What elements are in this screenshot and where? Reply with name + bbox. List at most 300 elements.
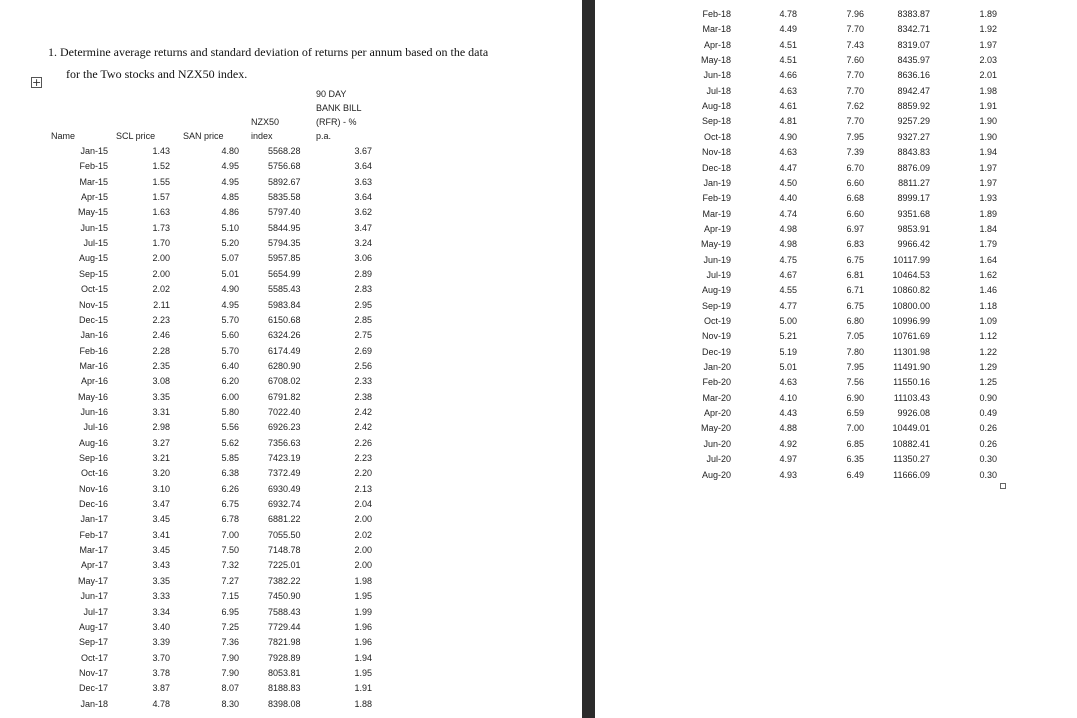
cell-rfr: 1.29 (979, 362, 997, 373)
cell-rfr: 1.99 (354, 606, 372, 617)
cell-rfr: 1.62 (979, 269, 997, 280)
cell-nzx: 5835.58 (268, 192, 301, 203)
cell-scl: 2.46 (152, 330, 170, 341)
cell-nzx: 7928.89 (268, 652, 301, 663)
cell-nzx: 7588.43 (268, 606, 301, 617)
cell-scl: 4.51 (779, 39, 797, 50)
cell-name: Aug-18 (701, 101, 731, 112)
cell-name: Nov-15 (78, 299, 108, 310)
cell-san: 5.60 (221, 330, 239, 341)
cell-nzx: 10464.53 (892, 269, 930, 280)
cell-rfr: 2.20 (354, 468, 372, 479)
cell-nzx: 6791.82 (268, 391, 301, 402)
cell-san: 8.07 (221, 683, 239, 694)
page-divider (582, 0, 595, 718)
cell-san: 7.32 (221, 560, 239, 571)
cell-rfr: 1.64 (979, 254, 997, 265)
cell-rfr: 0.90 (979, 392, 997, 403)
cell-scl: 1.52 (152, 161, 170, 172)
cell-name: Dec-19 (701, 346, 731, 357)
cell-name: Jul-18 (706, 85, 731, 96)
cell-nzx: 6174.49 (268, 345, 301, 356)
cell-scl: 4.88 (779, 423, 797, 434)
cell-rfr: 2.69 (354, 345, 372, 356)
cell-name: Sep-19 (701, 300, 731, 311)
cell-rfr: 1.98 (354, 575, 372, 586)
cell-name: Apr-18 (703, 39, 731, 50)
cell-rfr: 0.49 (979, 408, 997, 419)
cell-rfr: 3.67 (354, 146, 372, 156)
cell-name: Jun-16 (80, 406, 108, 417)
cell-rfr: 1.91 (979, 101, 997, 112)
cell-scl: 1.43 (152, 146, 170, 156)
cell-scl: 4.49 (779, 24, 797, 35)
cell-scl: 3.21 (152, 453, 170, 463)
cell-san: 6.60 (846, 177, 864, 188)
cell-scl: 1.63 (152, 207, 170, 218)
cell-nzx: 11103.43 (893, 392, 930, 403)
cell-name: Dec-16 (78, 499, 108, 510)
cell-nzx: 5794.35 (268, 238, 301, 249)
cell-name: Nov-16 (78, 483, 108, 494)
cell-name: Jun-19 (703, 254, 731, 265)
cell-name: Oct-19 (703, 316, 731, 326)
cell-rfr: 1.96 (354, 621, 372, 632)
cell-name: Jan-17 (80, 514, 108, 525)
cell-name: Jan-15 (80, 146, 108, 156)
cell-rfr: 2.38 (354, 391, 372, 402)
cell-san: 7.80 (846, 346, 864, 357)
cell-nzx: 8319.07 (897, 39, 930, 50)
cell-nzx: 8435.97 (897, 55, 930, 66)
cell-nzx: 8383.87 (897, 9, 930, 19)
header-rfr-line1: 90 DAY (316, 89, 347, 99)
cell-name: Aug-17 (78, 621, 108, 632)
cell-name: Sep-17 (78, 637, 108, 648)
cell-san: 6.49 (846, 469, 864, 480)
cell-rfr: 1.91 (354, 683, 372, 694)
cell-nzx: 5654.99 (268, 268, 301, 279)
cell-san: 6.71 (846, 285, 864, 296)
cell-san: 6.85 (846, 438, 864, 449)
cell-name: Sep-16 (78, 453, 108, 463)
right-page (595, 0, 1077, 718)
cell-scl: 3.40 (152, 621, 170, 632)
cell-scl: 3.33 (152, 591, 170, 602)
cell-name: Jan-20 (703, 362, 731, 373)
cell-san: 6.38 (221, 468, 239, 479)
cell-name: Feb-18 (702, 9, 731, 19)
cell-rfr: 1.96 (354, 637, 372, 648)
cell-scl: 2.00 (152, 268, 170, 279)
cell-nzx: 8859.92 (897, 101, 930, 112)
cell-name: May-15 (77, 207, 108, 218)
cell-san: 6.97 (846, 223, 864, 234)
cell-rfr: 1.84 (979, 223, 997, 234)
cell-rfr: 3.63 (354, 176, 372, 187)
cell-scl: 5.21 (779, 331, 797, 342)
cell-scl: 4.50 (779, 177, 797, 188)
cell-nzx: 8636.16 (897, 70, 930, 81)
cell-san: 5.80 (221, 406, 239, 417)
cell-scl: 4.93 (779, 469, 797, 480)
cell-scl: 3.87 (152, 683, 170, 694)
cell-name: Feb-19 (702, 193, 731, 204)
cell-scl: 4.97 (779, 454, 797, 465)
cell-rfr: 1.22 (979, 346, 997, 357)
cell-nzx: 5892.67 (268, 176, 301, 187)
cell-scl: 3.45 (152, 514, 170, 525)
cell-rfr: 1.98 (979, 85, 997, 96)
cell-name: Sep-18 (701, 116, 731, 127)
cell-scl: 1.70 (152, 238, 170, 249)
cell-san: 5.10 (221, 222, 239, 233)
header-nzx50-line1: NZX50 (251, 117, 280, 127)
cell-scl: 4.92 (779, 438, 797, 449)
cell-san: 7.36 (221, 637, 239, 648)
cell-scl: 2.11 (153, 299, 170, 310)
cell-san: 5.70 (221, 314, 239, 325)
cell-scl: 4.55 (779, 285, 797, 296)
cell-name: Oct-16 (80, 468, 108, 479)
cell-name: Oct-17 (80, 652, 108, 663)
cell-rfr: 1.18 (979, 300, 997, 311)
cell-rfr: 1.94 (979, 147, 997, 158)
cell-scl: 4.43 (779, 408, 797, 419)
cell-name: Aug-19 (701, 285, 731, 296)
cell-scl: 5.01 (779, 362, 797, 373)
cell-rfr: 2.83 (354, 284, 372, 295)
cell-san: 7.70 (846, 24, 864, 35)
cell-nzx: 10882.41 (892, 438, 930, 449)
cell-scl: 3.35 (152, 391, 170, 402)
cell-nzx: 8398.08 (268, 698, 301, 709)
cell-rfr: 3.06 (354, 253, 372, 264)
cell-scl: 4.78 (152, 698, 170, 709)
cell-nzx: 6926.23 (268, 422, 301, 433)
cell-nzx: 10860.82 (892, 285, 930, 296)
cell-scl: 4.63 (779, 147, 797, 158)
header-scl-price: SCL price (116, 131, 156, 141)
cell-nzx: 5585.43 (268, 284, 301, 295)
cell-name: Apr-15 (80, 192, 108, 203)
cell-rfr: 1.46 (979, 285, 997, 296)
cell-rfr: 2.85 (354, 314, 372, 325)
cell-name: Mar-15 (79, 176, 108, 187)
cell-name: Mar-16 (79, 360, 108, 371)
cell-scl: 4.78 (779, 9, 797, 19)
cell-nzx: 7148.78 (268, 545, 301, 556)
cell-san: 7.00 (846, 423, 864, 434)
cell-nzx: 6881.22 (268, 514, 301, 525)
cell-rfr: 2.26 (354, 437, 372, 448)
cell-nzx: 9853.91 (897, 223, 930, 234)
cell-scl: 1.57 (152, 192, 170, 203)
cell-nzx: 11301.98 (893, 346, 930, 357)
cell-rfr: 2.03 (979, 55, 997, 66)
cell-san: 7.60 (846, 55, 864, 66)
cell-name: Jul-15 (83, 238, 108, 249)
cell-name: Jan-18 (80, 698, 108, 709)
cell-nzx: 8999.17 (897, 193, 930, 204)
cell-nzx: 7821.98 (268, 637, 301, 648)
cell-name: Jul-17 (83, 606, 108, 617)
cell-san: 6.81 (846, 269, 864, 280)
cell-name: Nov-19 (701, 331, 731, 342)
cell-san: 4.80 (221, 146, 239, 156)
cell-name: May-19 (700, 239, 731, 250)
cell-rfr: 2.33 (354, 376, 372, 387)
cell-san: 7.43 (846, 39, 864, 50)
cell-rfr: 1.97 (979, 162, 997, 173)
cell-name: Jul-19 (706, 269, 731, 280)
cell-nzx: 8188.83 (268, 683, 301, 694)
cell-rfr: 2.00 (354, 514, 372, 525)
cell-name: Nov-18 (701, 147, 731, 158)
cell-rfr: 2.02 (354, 529, 372, 540)
cell-san: 7.70 (846, 116, 864, 127)
cell-nzx: 6280.90 (268, 360, 301, 371)
cell-san: 7.96 (846, 9, 864, 19)
cell-scl: 3.10 (152, 483, 170, 494)
cell-nzx: 8942.47 (897, 85, 930, 96)
cell-rfr: 2.00 (354, 560, 372, 571)
cell-scl: 3.31 (152, 406, 170, 417)
cell-nzx: 9351.68 (897, 208, 930, 219)
cell-san: 6.80 (846, 316, 864, 326)
cell-san: 4.95 (221, 299, 239, 310)
cell-nzx: 8843.83 (897, 147, 930, 158)
cell-nzx: 7022.40 (268, 406, 301, 417)
header-rfr-line4: p.a. (316, 131, 332, 141)
cell-rfr: 3.24 (354, 238, 372, 249)
header-nzx50-line2: index (251, 131, 273, 141)
cell-name: Mar-17 (79, 545, 108, 556)
cell-name: Oct-18 (703, 131, 731, 142)
cell-san: 6.78 (221, 514, 239, 525)
cell-name: Jun-17 (80, 591, 108, 602)
cell-scl: 5.00 (779, 316, 797, 326)
cell-rfr: 1.25 (979, 377, 997, 388)
cell-nzx: 10117.99 (893, 254, 930, 265)
cell-san: 4.86 (221, 207, 239, 218)
cell-rfr: 1.95 (354, 591, 372, 602)
cell-name: Jun-15 (80, 222, 108, 233)
cell-scl: 4.61 (779, 101, 797, 112)
cell-name: Oct-15 (80, 284, 108, 295)
cell-nzx: 10449.01 (892, 423, 930, 434)
cell-scl: 3.35 (152, 575, 170, 586)
cell-rfr: 2.04 (354, 499, 372, 510)
cell-nzx: 8811.27 (898, 177, 930, 188)
cell-san: 7.00 (221, 529, 239, 540)
cell-nzx: 7423.19 (268, 453, 301, 463)
cell-san: 6.59 (846, 408, 864, 419)
cell-san: 7.95 (846, 131, 864, 142)
cell-san: 6.35 (846, 454, 864, 465)
cell-scl: 3.47 (152, 499, 170, 510)
cell-rfr: 1.90 (979, 131, 997, 142)
cell-name: Jan-19 (703, 177, 731, 188)
cell-name: Feb-16 (79, 345, 108, 356)
cell-scl: 4.98 (779, 239, 797, 250)
cell-rfr: 1.12 (979, 331, 997, 342)
cell-rfr: 1.93 (979, 193, 997, 204)
cell-nzx: 11666.09 (893, 469, 930, 480)
cell-scl: 4.47 (779, 162, 797, 173)
header-rfr-line2: BANK BILL (316, 103, 362, 113)
cell-name: Apr-20 (703, 408, 731, 419)
cell-scl: 5.19 (779, 346, 797, 357)
cell-nzx: 5844.95 (268, 222, 301, 233)
cell-name: Dec-18 (701, 162, 731, 173)
cell-scl: 4.63 (779, 85, 797, 96)
cell-scl: 3.27 (152, 437, 170, 448)
cell-rfr: 1.79 (979, 239, 997, 250)
question-line-2: for the Two stocks and NZX50 index. (66, 67, 248, 81)
cell-nzx: 10800.00 (892, 300, 930, 311)
cell-name: Jun-20 (703, 438, 731, 449)
cell-name: Mar-20 (702, 392, 731, 403)
cell-rfr: 1.95 (354, 667, 372, 678)
cell-rfr: 1.97 (979, 177, 997, 188)
cell-san: 6.70 (846, 162, 864, 173)
cell-rfr: 1.89 (979, 208, 997, 219)
square-marker-icon (1000, 483, 1006, 489)
cell-rfr: 1.88 (354, 698, 372, 709)
cell-nzx: 9966.42 (897, 239, 930, 250)
cell-san: 7.05 (846, 331, 864, 342)
cell-scl: 3.41 (152, 529, 170, 540)
cell-nzx: 8053.81 (268, 667, 301, 678)
cell-rfr: 1.97 (979, 39, 997, 50)
cell-san: 7.90 (221, 652, 239, 663)
cell-name: Aug-20 (701, 469, 731, 480)
cell-name: Jul-16 (83, 422, 108, 433)
header-name: Name (51, 131, 76, 141)
cell-rfr: 3.62 (354, 207, 372, 218)
cell-nzx: 6930.49 (268, 483, 301, 494)
cell-name: Jun-18 (703, 70, 731, 81)
cell-rfr: 2.75 (354, 330, 372, 341)
cell-san: 8.30 (221, 698, 239, 709)
cell-name: Feb-17 (79, 529, 108, 540)
cell-scl: 3.78 (152, 667, 170, 678)
cell-name: Apr-16 (80, 376, 108, 387)
cell-nzx: 5957.85 (268, 253, 301, 264)
cell-scl: 3.34 (152, 606, 170, 617)
cell-name: Jan-16 (80, 330, 108, 341)
cell-nzx: 7356.63 (268, 437, 301, 448)
cell-san: 7.39 (846, 147, 864, 158)
cell-name: Aug-16 (78, 437, 108, 448)
cell-rfr: 3.64 (354, 192, 372, 203)
cell-scl: 3.70 (152, 652, 170, 663)
cell-san: 6.20 (221, 376, 239, 387)
cell-scl: 3.08 (152, 376, 170, 387)
cell-nzx: 7055.50 (268, 529, 301, 540)
cell-rfr: 3.64 (354, 161, 372, 172)
cell-scl: 4.66 (779, 70, 797, 81)
cell-name: Apr-19 (703, 223, 731, 234)
cell-rfr: 1.92 (979, 24, 997, 35)
cell-san: 5.07 (221, 253, 239, 264)
cell-san: 7.50 (221, 545, 239, 556)
header-rfr-line3: (RFR) - % (316, 117, 357, 127)
cell-nzx: 7450.90 (268, 591, 301, 602)
cell-name: Mar-19 (702, 208, 731, 219)
cell-scl: 4.90 (779, 131, 797, 142)
cell-nzx: 5983.84 (268, 299, 301, 310)
cell-name: Jul-20 (706, 454, 731, 465)
cell-scl: 1.55 (152, 176, 170, 187)
cell-name: Aug-15 (78, 253, 108, 264)
cell-name: Nov-17 (78, 667, 108, 678)
cell-san: 7.62 (846, 101, 864, 112)
cell-san: 4.95 (221, 176, 239, 187)
cell-nzx: 6150.68 (268, 314, 301, 325)
cell-san: 7.95 (846, 362, 864, 373)
cell-scl: 3.39 (152, 637, 170, 648)
cell-scl: 3.43 (152, 560, 170, 571)
cell-san: 7.70 (846, 85, 864, 96)
cell-rfr: 0.26 (979, 423, 997, 434)
cell-scl: 2.35 (152, 360, 170, 371)
cell-san: 6.00 (221, 391, 239, 402)
cell-name: May-18 (700, 55, 731, 66)
cell-scl: 3.45 (152, 545, 170, 556)
cell-scl: 2.02 (152, 284, 170, 295)
cell-san: 6.95 (221, 606, 239, 617)
cell-nzx: 6932.74 (268, 499, 301, 510)
cell-scl: 4.51 (779, 55, 797, 66)
cell-san: 5.85 (221, 453, 239, 463)
cell-rfr: 2.42 (354, 406, 372, 417)
cell-nzx: 9327.27 (897, 131, 930, 142)
cell-rfr: 2.42 (354, 422, 372, 433)
cell-name: May-16 (77, 391, 108, 402)
cell-rfr: 2.89 (354, 268, 372, 279)
cell-rfr: 1.94 (354, 652, 372, 663)
cell-san: 7.90 (221, 667, 239, 678)
cell-san: 7.25 (221, 621, 239, 632)
cell-nzx: 11550.16 (893, 377, 930, 388)
cell-nzx: 7225.01 (268, 560, 301, 571)
cell-rfr: 0.26 (979, 438, 997, 449)
cell-rfr: 3.47 (354, 222, 372, 233)
cell-san: 6.75 (846, 300, 864, 311)
cell-rfr: 2.95 (354, 299, 372, 310)
cell-scl: 4.81 (779, 116, 797, 127)
cell-san: 6.40 (221, 360, 239, 371)
cell-san: 5.70 (221, 345, 239, 356)
cell-nzx: 5568.28 (268, 146, 301, 156)
cell-scl: 2.28 (152, 345, 170, 356)
cell-scl: 2.23 (152, 314, 170, 325)
cell-scl: 2.98 (152, 422, 170, 433)
cell-san: 7.15 (221, 591, 239, 602)
cell-san: 4.95 (221, 161, 239, 172)
cell-san: 6.75 (221, 499, 239, 510)
plus-square-icon[interactable]: + (32, 76, 42, 89)
cell-san: 7.27 (221, 575, 239, 586)
cell-san: 6.90 (846, 392, 864, 403)
cell-san: 5.62 (221, 437, 239, 448)
cell-nzx: 5797.40 (268, 207, 301, 218)
cell-rfr: 1.89 (979, 9, 997, 19)
cell-rfr: 2.13 (354, 483, 372, 494)
cell-scl: 4.98 (779, 223, 797, 234)
